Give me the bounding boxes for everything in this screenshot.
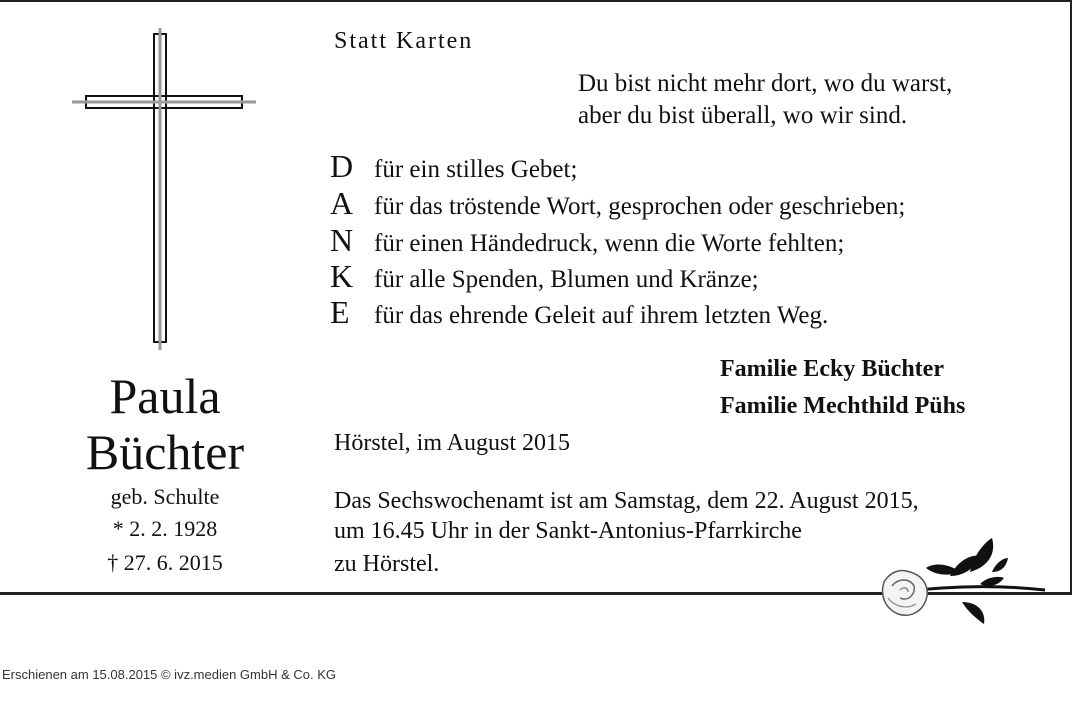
- danke-text: für einen Händedruck, wenn die Worte fehlten;: [374, 230, 845, 257]
- deceased-first-name: Paula: [109, 368, 221, 424]
- danke-row: [330, 294, 828, 330]
- danke-text: für alle Spenden, Blumen und Kränze;: [374, 266, 759, 293]
- signature: Familie Mechthild Pühs: [720, 393, 966, 419]
- cross-icon: [72, 28, 256, 350]
- danke-letter: N: [330, 222, 354, 258]
- danke-letter: E: [330, 294, 350, 330]
- danke-row: [330, 185, 905, 221]
- notice-line: zu Hörstel.: [334, 551, 440, 577]
- danke-row: [330, 148, 577, 184]
- danke-row: [330, 222, 844, 258]
- danke-letter: D: [330, 148, 354, 184]
- danke-letter: A: [330, 185, 354, 221]
- birth-date: * 2. 2. 1928: [112, 516, 218, 541]
- birth-name: geb. Schulte: [110, 484, 220, 509]
- danke-text: für ein stilles Gebet;: [374, 156, 578, 183]
- danke-row: [330, 258, 759, 294]
- publication-footer: Erschienen am 15.08.2015 © ivz.medien GmbH & Co. KG: [2, 667, 337, 682]
- notice-line: Das Sechswochenamt ist am Samstag, dem 22. August 2015,: [334, 488, 919, 514]
- danke-text: für das ehrende Geleit auf ihrem letzten Weg.: [374, 302, 829, 329]
- notice-line: um 16.45 Uhr in der Sankt-Antonius-Pfarrkirche: [334, 518, 802, 544]
- deceased-last-name: Büchter: [85, 424, 245, 480]
- signature: Familie Ecky Büchter: [720, 356, 944, 382]
- danke-text: für das tröstende Wort, gesprochen oder geschrieben;: [374, 193, 906, 220]
- quote-line: aber du bist überall, wo wir sind.: [578, 102, 908, 129]
- danke-letter: K: [330, 258, 354, 294]
- place-date: Hörstel, im August 2015: [334, 430, 571, 456]
- death-date: † 27. 6. 2015: [107, 550, 223, 575]
- quote-line: Du bist nicht mehr dort, wo du warst,: [578, 70, 953, 97]
- statt-karten-heading: Statt Karten: [334, 28, 474, 54]
- rose-icon: [870, 532, 1050, 632]
